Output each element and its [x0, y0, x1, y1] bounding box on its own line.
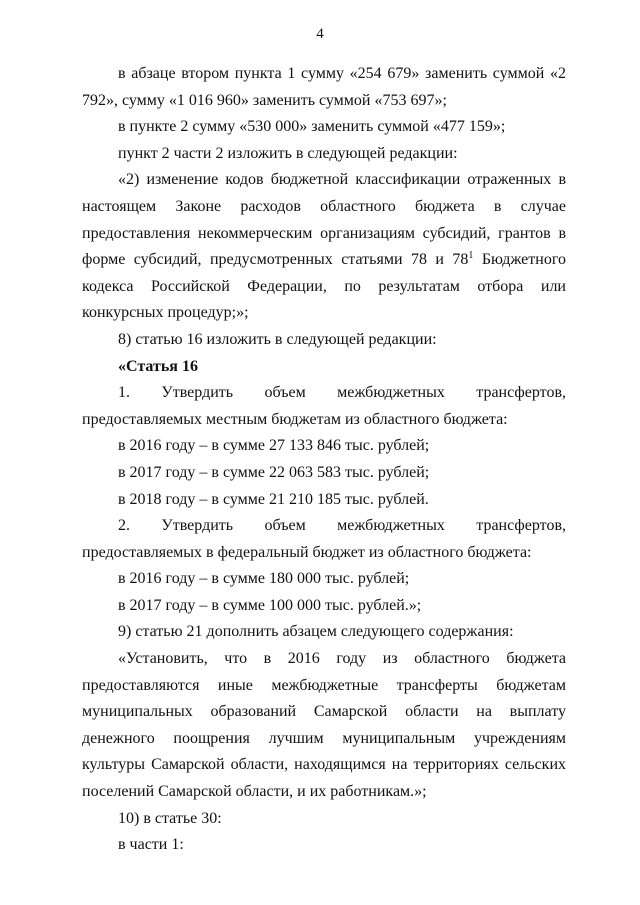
paragraph-part-1: в части 1: — [118, 836, 184, 854]
paragraph-article-21-intro: 9) статью 21 дополнить абзацем следующего содержания: — [118, 623, 514, 641]
paragraph-transfers-federal: 2. Утвердить объем межбюджетных трансфертов, предоставляемых в федеральный бюджет из областного бюджета: — [82, 517, 566, 561]
article-16-heading: «Статья 16 — [118, 357, 198, 375]
paragraph-budget-codes — [82, 167, 566, 327]
paragraph-amount-2017: в 2017 году – в сумме 22 063 583 тыс. рублей; — [118, 463, 430, 481]
paragraph-federal-2016: в 2016 году – в сумме 180 000 тыс. рублей; — [118, 570, 410, 588]
paragraph-amend-point-2: в пункте 2 сумму «530 000» заменить суммой «477 159»; — [118, 118, 506, 136]
paragraph-transfers-local: 1. Утвердить объем межбюджетных трансфертов, предоставляемых местным бюджетам из областного бюджета: — [82, 384, 566, 428]
superscript-one: 1 — [468, 250, 474, 262]
paragraph-article-30: 10) в статье 30: — [118, 809, 222, 827]
paragraph-amount-2018: в 2018 году – в сумме 21 210 185 тыс. рублей. — [118, 490, 429, 508]
paragraph-budget-codes-text: «2) изменение кодов бюджетной классификации отраженных в настоящем Законе расходов областного бюджета в случае предоставления некоммерческим организациям субсидий, грантов в форме субсидий, предусмотренных статьями 78 и 78 — [82, 171, 566, 269]
paragraph-culture-transfers: «Установить, что в 2016 году из областного бюджета предоставляются иные межбюджетные трансферты бюджетам муниципальных образований Самарской области на выплату денежного поощрения лучшим муниципальным учреждениям культуры Самарской области, находящимся на территориях сельских поселений Самарской области, и их работникам.»; — [82, 650, 566, 801]
paragraph-part-2-intro: пункт 2 части 2 изложить в следующей редакции: — [118, 144, 458, 162]
paragraph-amend-point-1: в абзаце втором пункта 1 сумму «254 679» заменить суммой «2 792», сумму «1 016 960» заменить суммой «753 697»; — [82, 65, 566, 109]
document-body — [82, 61, 566, 859]
paragraph-budget-codes-tail: Бюджетного кодекса Российской Федерации, по результатам отбора или конкурсных процедур;»; — [82, 251, 566, 322]
paragraph-amount-2016: в 2016 году – в сумме 27 133 846 тыс. рублей; — [118, 437, 430, 455]
paragraph-federal-2017: в 2017 году – в сумме 100 000 тыс. рублей.»; — [118, 596, 422, 614]
page-number: 4 — [316, 26, 324, 42]
paragraph-article-16-intro: 8) статью 16 изложить в следующей редакции: — [118, 330, 437, 348]
